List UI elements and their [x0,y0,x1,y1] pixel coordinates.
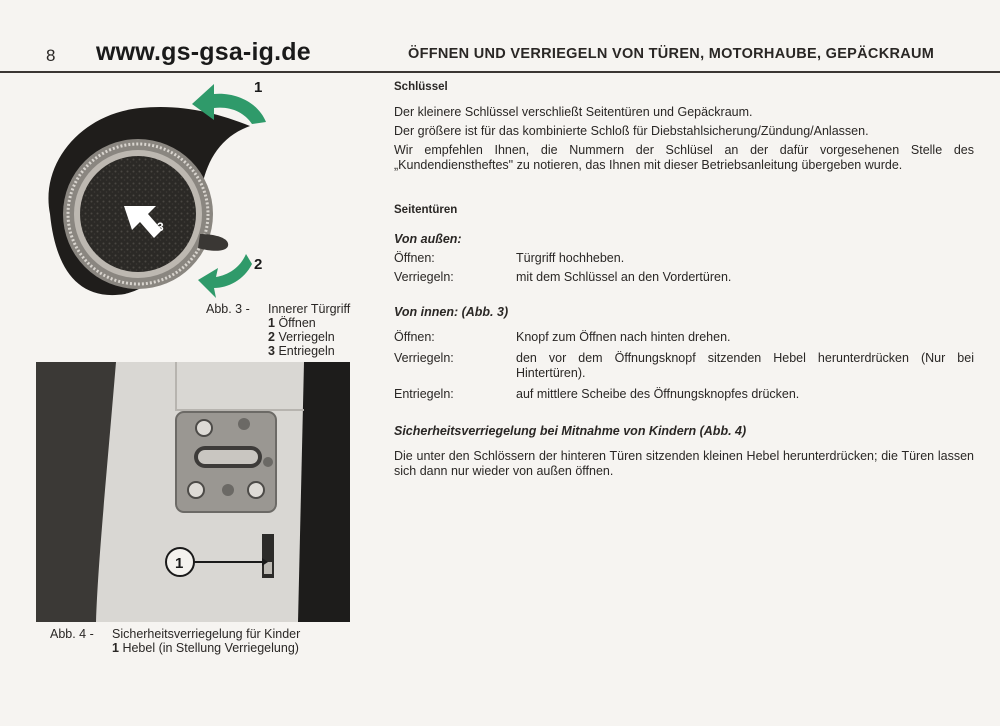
callout-1: 1 [254,79,263,96]
definition-row [394,387,974,402]
header-rule [0,71,1000,73]
page-number: 8 [46,46,56,65]
row-value: Türgriff hochheben. [516,251,625,265]
section-heading-schluessel: Schlüssel [394,81,448,93]
row-label: Verriegeln: [394,351,454,365]
definition-row [394,251,974,266]
figure-3-caption-item: 3 Entriegeln [268,344,335,358]
subheading-von-aussen: Von außen: [394,232,462,246]
figure-4-caption-title: Sicherheitsverriegelung für Kinder [112,627,301,641]
figure-4-caption [50,627,370,659]
figure-4-caption-prefix: Abb. 4 - [50,627,94,641]
row-value: den vor dem Öffnungsknopf sitzenden Hebel herunterdrücken (Nur bei Hintertüren). [516,351,974,380]
figure-3-caption-item: 2 Verriegeln [268,330,335,344]
row-label: Öffnen: [394,251,435,265]
row-label: Öffnen: [394,330,435,344]
row-value: Knopf zum Öffnen nach hinten drehen. [516,330,731,344]
chapter-title: ÖFFNEN UND VERRIEGELN VON TÜREN, MOTORHAUBE, GEPÄCKRAUM [408,46,935,62]
paragraph: Der kleinere Schlüssel verschließt Seitentüren und Gepäckraum. [394,105,753,119]
subheading-von-innen: Von innen: (Abb. 3) [394,305,509,319]
subheading-kinder: Sicherheitsverriegelung bei Mitnahme von Kindern (Abb. 4) [394,424,747,438]
callout-3: 3 [157,220,164,234]
callout-2: 2 [254,256,263,273]
figure-3-door-handle [30,74,330,304]
paragraph: Der größere ist für das kombinierte Schloß für Diebstahlsicherung/Zündung/Anlassen. [394,124,869,138]
paragraph: Wir empfehlen Ihnen, die Nummern der Schlüsel an der dafür vorgesehenen Stelle des „Kundendienstheftes" zu notieren, das Ihnen mit dieser Betriebsanleitung übergeben wurde. [394,143,974,172]
definition-row [394,330,974,345]
figure-3-caption-item: 1 Öffnen [268,316,316,330]
figure-4-caption-item: 1 Hebel (in Stellung Verriegelung) [112,641,299,655]
figure-3-caption-prefix: Abb. 3 - [206,302,250,316]
lock-lever [198,234,228,251]
site-url[interactable]: www.gs-gsa-ig.de [96,38,311,66]
figure-4-child-lock-photo [36,362,350,622]
main-text [394,80,974,479]
row-value: mit dem Schlüssel an den Vordertüren. [516,270,732,284]
figure-3-caption [206,302,366,358]
row-label: Verriegeln: [394,270,454,284]
row-label: Entriegeln: [394,387,454,401]
row-value: auf mittlere Scheibe des Öffnungsknopfes drücken. [516,387,800,401]
definition-row [394,351,974,381]
section-heading-seitentueren: Seitentüren [394,204,458,216]
paragraph: Die unter den Schlössern der hinteren Türen sitzenden kleinen Hebel herunterdrücken; die Türen lassen sich dann nur wieder von außen öffnen. [394,449,974,478]
definition-row [394,270,974,285]
lock-arrow-icon [198,254,252,298]
figure-4-callout-1: 1 [175,555,184,572]
figure-3-caption-title: Innerer Türgriff [268,302,351,316]
